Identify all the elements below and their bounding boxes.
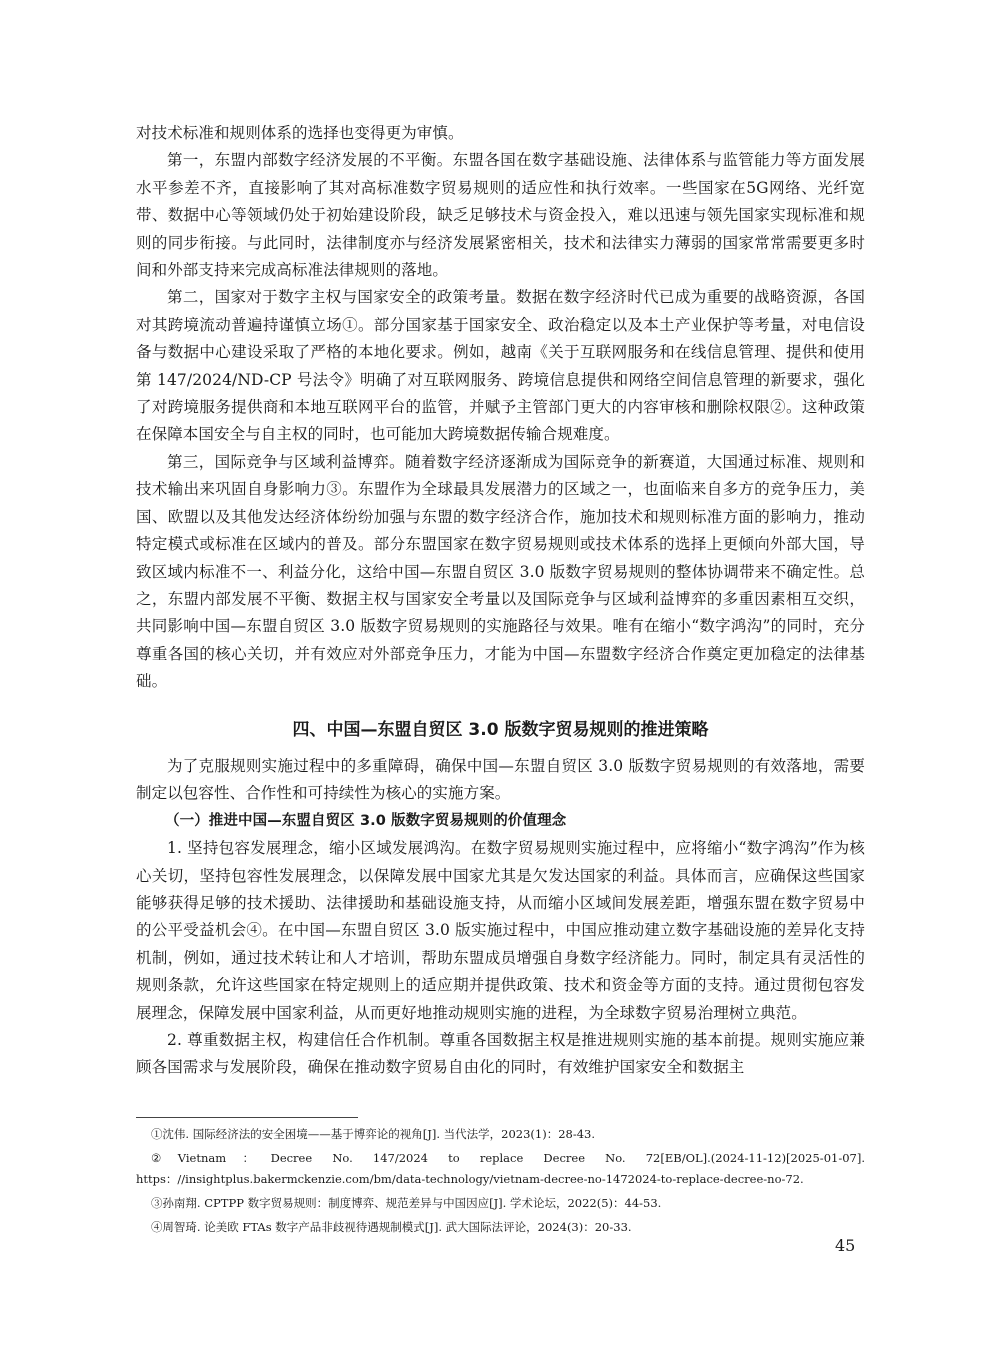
- body-text-section: [136, 753, 865, 1082]
- footnotes: [136, 1124, 865, 1241]
- subsection-heading: （一）推进中国—东盟自贸区 3.0 版数字贸易规则的价值理念: [165, 812, 567, 829]
- footnote-1: ①沈伟. 国际经济法的安全困境——基于博弈论的视角[J]. 当代法学，2023(1)：28-43.: [150, 1127, 596, 1141]
- section-heading: 四、中国—东盟自贸区 3.0 版数字贸易规则的推进策略: [292, 720, 709, 740]
- paragraph-continuation: 对技术标准和规则体系的选择也变得更为审慎。: [136, 124, 464, 142]
- paragraph-first-point: 第一，东盟内部数字经济发展的不平衡。东盟各国在数字基础设施、法律体系与监管能力等方面发展水平参差不齐，直接影响了其对高标准数字贸易规则的适应性和执行效率。一些国家在5G网络、光纤宽带、数据中心等领域仍处于初始建设阶段，缺乏足够技术与资金投入，难以迅速与领先国家实现标准和规则的同步衔接。与此同时，法律制度亦与经济发展紧密相关，技术和法律实力薄弱的国家常常需要更多时间和外部支持来完成高标准法律规则的落地。: [136, 151, 865, 280]
- footnote-divider: [136, 1117, 358, 1118]
- body-text-top: [136, 120, 865, 696]
- paragraph-point-1: 1. 坚持包容发展理念，缩小区域发展鸿沟。在数字贸易规则实施过程中，应将缩小“数字鸿沟”作为核心关切，坚持包容性发展理念，以保障发展中国家尤其是欠发达国家的利益。具体而言，应确保这些国家能够获得足够的技术援助、法律援助和基础设施支持，从而缩小区域间发展差距，增强东盟在数字贸易中的公平受益机会④。在中国—东盟自贸区 3.0 版实施过程中，中国应推动建立数字基础设施的差异化支持机制，例如，通过技术转让和人才培训，帮助东盟成员增强自身数字经济能力。同时，制定具有灵活性的规则条款，允许这些国家在特定规则上的适应期并提供政策、技术和资金等方面的支持。通过贯彻包容发展理念，保障发展中国家利益，从而更好地推动规则实施的进程，为全球数字贸易治理树立典范。: [136, 839, 865, 1022]
- section-intro-paragraph: 为了克服规则实施过程中的多重障碍，确保中国—东盟自贸区 3.0 版数字贸易规则的有效落地，需要制定以包容性、合作性和可持续性为核心的实施方案。: [136, 757, 865, 803]
- page-number: 45: [835, 1236, 856, 1255]
- footnote-3: ③孙南翔. CPTPP 数字贸易规则：制度博弈、规范差异与中国因应[J]. 学术论坛，2022(5)：44-53.: [150, 1196, 662, 1210]
- footnote-4: ④周智琦. 论美欧 FTAs 数字产品非歧视待遇规制模式[J]. 武大国际法评论，2024(3)：20-33.: [150, 1220, 632, 1234]
- paragraph-third-point: 第三，国际竞争与区域利益博弈。随着数字经济逐渐成为国际竞争的新赛道，大国通过标准、规则和技术输出来巩固自身影响力③。东盟作为全球最具发展潜力的区域之一，也面临来自多方的竞争压力，美国、欧盟以及其他发达经济体纷纷加强与东盟的数字经济合作，施加技术和规则标准方面的影响力，推动特定模式或标准在区域内的普及。部分东盟国家在数字贸易规则或技术体系的选择上更倾向外部大国，导致区域内标准不一、利益分化，这给中国—东盟自贸区 3.0 版数字贸易规则的整体协调带来不确定性。总之，东盟内部发展不平衡、数据主权与国家安全考量以及国际竞争与区域利益博弈的多重因素相互交织，共同影响中国—东盟自贸区 3.0 版数字贸易规则的实施路径与效果。唯有在缩小“数字鸿沟”的同时，充分尊重各国的核心关切，并有效应对外部竞争压力，才能为中国—东盟数字经济合作奠定更加稳定的法律基础。: [136, 452, 865, 691]
- footnote-2: ②Vietnam：Decree No. 147/2024 to replace Decree No. 72[EB/OL].(2024-11-12)[2025-01-07]. https：//insightplus.bakermckenzie.com/bm/data-technology/vietnam-decree-no-1472024-to-replace-decree-no-72.: [136, 1151, 865, 1186]
- paragraph-point-2: 2. 尊重数据主权，构建信任合作机制。尊重各国数据主权是推进规则实施的基本前提。规则实施应兼顾各国需求与发展阶段，确保在推动数字贸易自由化的同时，有效维护国家安全和数据主: [136, 1031, 865, 1077]
- paragraph-second-point: 第二，国家对于数字主权与国家安全的政策考量。数据在数字经济时代已成为重要的战略资源，各国对其跨境流动普遍持谨慎立场①。部分国家基于国家安全、政治稳定以及本土产业保护等考量，对电信设备与数据中心建设采取了严格的本地化要求。例如，越南《关于互联网服务和在线信息管理、提供和使用第 147/2024/ND-CP 号法令》明确了对互联网服务、跨境信息提供和网络空间信息管理的新要求，强化了对跨境服务提供商和本地互联网平台的监管，并赋予主管部门更大的内容审核和删除权限②。这种政策在保障本国安全与自主权的同时，也可能加大跨境数据传输合规难度。: [136, 288, 865, 444]
